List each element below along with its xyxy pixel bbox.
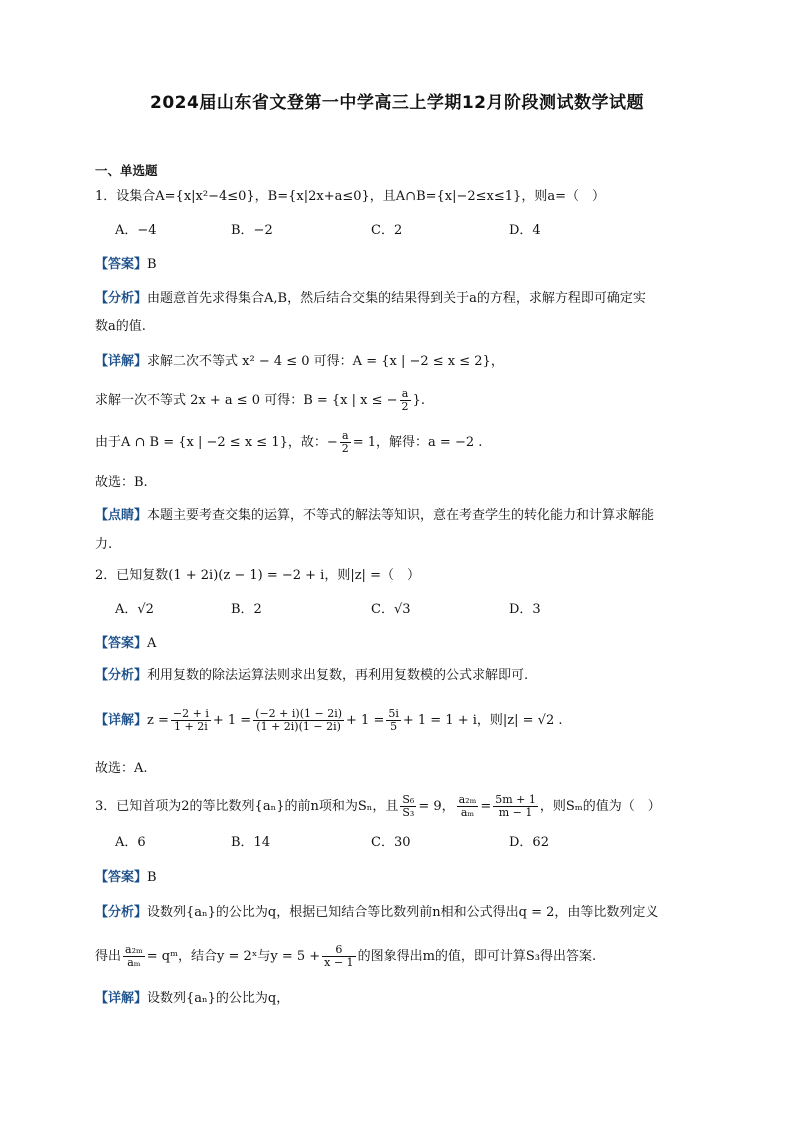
analysis-text: 得出 bbox=[95, 949, 122, 964]
analysis-text: 利用复数的除法运算法则求出复数，再利用复数模的公式求解即可. bbox=[147, 668, 529, 683]
fraction bbox=[400, 388, 411, 413]
analysis-text: 设数列{aₙ}的公比为q，根据已知结合等比数列前n相和公式得出q = 2，由等比数列定义 bbox=[147, 905, 659, 920]
fraction bbox=[457, 794, 479, 819]
detail-label: 【详解】 bbox=[95, 991, 148, 1006]
numerator: (−2 + i)(1 − 2i) bbox=[255, 707, 343, 720]
detail-text: z = bbox=[147, 713, 169, 728]
option-d: D．62 bbox=[509, 835, 549, 850]
comment-label: 【点睛】 bbox=[95, 508, 148, 523]
numerator: a₂ₘ bbox=[125, 943, 143, 956]
analysis-text: 的图象得出m的值，即可计算S₃得出答案. bbox=[357, 949, 597, 964]
analysis-text: = qᵐ，结合y = 2ˣ与y = 5 + bbox=[146, 949, 321, 964]
fraction bbox=[386, 708, 401, 733]
question-2-choose: 故选：A. bbox=[95, 761, 148, 776]
stem-text: = 9， bbox=[418, 799, 455, 814]
numerator: S₆ bbox=[402, 793, 415, 806]
question-2-answer bbox=[95, 635, 156, 653]
question-1-comment bbox=[95, 507, 654, 525]
question-2-stem: 2．已知复数(1 + 2i)(z − 1) = −2 + i，则|z| =（ ） bbox=[95, 568, 420, 583]
denominator: 2 bbox=[341, 442, 349, 455]
question-3-analysis-line2 bbox=[95, 944, 596, 969]
fraction bbox=[493, 794, 538, 819]
option-d: D．3 bbox=[509, 602, 541, 617]
numerator: 5m + 1 bbox=[495, 793, 536, 806]
comment-text: 本题主要考查交集的运算，不等式的解法等知识，意在考查学生的转化能力和计算求解能 bbox=[147, 508, 655, 523]
denominator: 1 + 2i bbox=[174, 720, 208, 733]
detail-text: = 1，解得：a = −2 . bbox=[352, 435, 483, 450]
answer-label: 【答案】 bbox=[95, 870, 148, 885]
question-1-choose: 故选：B. bbox=[95, 475, 148, 490]
answer-label: 【答案】 bbox=[95, 257, 148, 272]
page-title: 2024届山东省文登第一中学高三上学期12月阶段测试数学试题 bbox=[150, 93, 644, 113]
stem-text: 3．已知首项为2的等比数列{aₙ}的前n项和为Sₙ，且 bbox=[95, 799, 399, 814]
option-b: B．2 bbox=[231, 602, 262, 617]
denominator: (1 + 2i)(1 − 2i) bbox=[256, 720, 341, 733]
option-a: A．−4 bbox=[115, 223, 157, 238]
numerator: a bbox=[340, 430, 351, 443]
answer-value: B bbox=[147, 257, 157, 272]
detail-text: 设数列{aₙ}的公比为q， bbox=[147, 991, 290, 1006]
detail-text: 求解一次不等式 2x + a ≤ 0 可得：B = {x | x ≤ − bbox=[95, 393, 398, 408]
detail-text: + 1 = bbox=[212, 713, 252, 728]
detail-text: }. bbox=[412, 393, 425, 408]
stem-text: = bbox=[480, 799, 492, 814]
option-b: B．14 bbox=[231, 835, 271, 850]
fraction bbox=[340, 430, 351, 455]
denominator: m − 1 bbox=[498, 806, 533, 819]
numerator: 6 bbox=[322, 944, 355, 957]
denominator: x − 1 bbox=[324, 956, 354, 969]
numerator: a₂ₘ bbox=[458, 793, 477, 806]
question-2-analysis bbox=[95, 667, 528, 685]
answer-value: A bbox=[147, 636, 157, 651]
detail-text: 由于A ∩ B = {x | −2 ≤ x ≤ 1}，故：− bbox=[95, 435, 338, 450]
question-3-stem bbox=[95, 794, 661, 819]
fraction bbox=[400, 794, 416, 819]
option-c: C．30 bbox=[371, 835, 411, 850]
numerator: 5i bbox=[388, 707, 399, 720]
question-1-analysis-cont: 数a的值. bbox=[95, 319, 146, 334]
analysis-label: 【分析】 bbox=[95, 291, 148, 306]
option-d: D．4 bbox=[509, 223, 541, 238]
detail-text: + 1 = 1 + i，则|z| = √2 . bbox=[402, 713, 563, 728]
numerator: −2 + i bbox=[172, 707, 209, 720]
detail-text: + 1 = bbox=[346, 713, 385, 728]
analysis-label: 【分析】 bbox=[95, 668, 148, 683]
fraction bbox=[322, 944, 355, 969]
stem-text: ，则Sₘ的值为（ ） bbox=[539, 799, 661, 814]
question-1-answer bbox=[95, 256, 157, 274]
question-3-answer bbox=[95, 869, 157, 887]
section-heading: 一、单选题 bbox=[95, 163, 158, 178]
question-3-analysis bbox=[95, 904, 658, 922]
numerator: a bbox=[400, 388, 411, 401]
denominator: 2 bbox=[401, 400, 409, 413]
detail-label: 【详解】 bbox=[95, 713, 148, 728]
option-c: C．2 bbox=[371, 223, 403, 238]
question-1-detail bbox=[95, 353, 504, 371]
question-3-detail bbox=[95, 990, 289, 1008]
question-1-detail-line2 bbox=[95, 388, 425, 413]
question-1-analysis bbox=[95, 290, 646, 308]
answer-value: B bbox=[147, 870, 157, 885]
detail-label: 【详解】 bbox=[95, 354, 148, 369]
question-2-detail bbox=[95, 708, 563, 733]
option-a: A．6 bbox=[115, 835, 146, 850]
question-1-stem: 1．设集合A={x|x²−4≤0}，B={x|2x+a≤0}，且A∩B={x|−2≤x≤1}，则a=（ ） bbox=[95, 189, 605, 204]
fraction bbox=[253, 708, 344, 733]
fraction bbox=[171, 708, 211, 733]
fraction bbox=[123, 944, 145, 969]
analysis-label: 【分析】 bbox=[95, 905, 148, 920]
question-1-detail-line3 bbox=[95, 430, 482, 455]
answer-label: 【答案】 bbox=[95, 636, 148, 651]
denominator: aₘ bbox=[127, 956, 141, 969]
detail-text: 求解二次不等式 x² − 4 ≤ 0 可得：A = {x | −2 ≤ x ≤ 2}， bbox=[147, 354, 504, 369]
option-b: B．−2 bbox=[231, 223, 273, 238]
option-a: A．√2 bbox=[115, 602, 154, 617]
option-c: C．√3 bbox=[371, 602, 411, 617]
denominator: aₘ bbox=[460, 806, 475, 819]
analysis-text: 由题意首先求得集合A,B，然后结合交集的结果得到关于a的方程，求解方程即可确定实 bbox=[147, 291, 646, 306]
question-1-comment-cont: 力. bbox=[95, 537, 113, 552]
denominator: S₃ bbox=[402, 806, 415, 819]
denominator: 5 bbox=[390, 720, 398, 733]
